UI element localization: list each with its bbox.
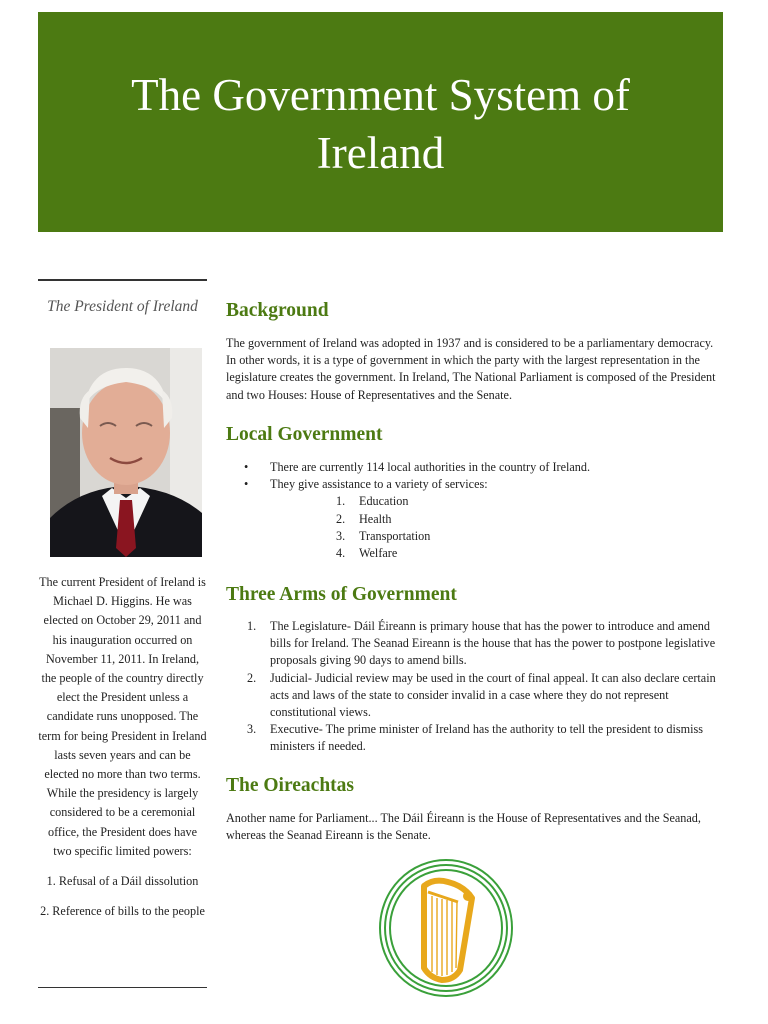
sidebar-top-rule <box>38 279 207 281</box>
three-arms-list <box>226 618 721 756</box>
president-photo <box>50 348 202 557</box>
sidebar-bottom-rule <box>38 987 207 988</box>
power-item-1: 1. Refusal of a Dáil dissolution <box>46 874 199 889</box>
list-item: 3. Executive- The prime minister of Ireland has the authority to tell the president to dismiss ministers if needed. <box>247 722 704 754</box>
list-item: 1. Education <box>336 494 409 509</box>
list-item: 2. Judicial- Judicial review may be used in the court of final appeal. It can also declare certain acts and laws of the state to consider invalid in a case where they do not represent constitutional views. <box>247 670 716 720</box>
list-item: 3. Transportation <box>336 528 431 543</box>
background-heading: Background <box>226 300 329 321</box>
power-item-2: 2. Reference of bills to the people <box>40 904 205 919</box>
local-government-heading: Local Government <box>226 424 383 445</box>
list-item: 1. The Legislature- Dáil Éireann is primary house that has the power to introduce and amend bills for Ireland. The Seanad Eireann is the house that has the power to postpone legislative proposals giving 90 days to amend bills. <box>247 619 716 668</box>
page-title: The Government System of Ireland <box>131 70 630 178</box>
president-description: The current President of Ireland is Michael D. Higgins. He was elected on October 29, 2011 and his inauguration occurred on November 11, 2011. In Ireland, the people of the country directly elect the President unless a candidate runs unopposed. The term for being President in Ireland lasts seven years and can be elected no more than two terms. While the presidency is largely considered to be a ceremonial office, the President does have two specific limited powers: <box>38 575 207 858</box>
oireachtas-text: Another name for Parliament... The Dáil Éireann is the House of Representatives and the Seanad, whereas the Seanad Eireann is the Senate. <box>226 811 701 843</box>
list-item: • They give assistance to a variety of services: 1. Education 2. Health 3. Transportation 4. Welfare <box>226 476 721 562</box>
three-arms-heading: Three Arms of Government <box>226 584 457 605</box>
oireachtas-heading: The Oireachtas <box>226 775 355 796</box>
services-list <box>270 493 721 562</box>
title-banner <box>38 12 723 232</box>
list-item: 4. Welfare <box>336 546 398 561</box>
local-government-list <box>226 459 721 562</box>
harp-seal-icon <box>376 858 516 998</box>
list-item: • There are currently 114 local authorities in the country of Ireland. <box>244 460 591 474</box>
background-text: The government of Ireland was adopted in 1937 and is considered to be a parliamentary democracy. In other words, it is a type of government in which the party with the largest representation in the legislature creates the government. In Ireland, The National Parliament is composed of the President and two Houses: House of Representatives and the Senate. <box>226 336 716 402</box>
sidebar-title: The President of Ireland <box>47 298 198 315</box>
sidebar-text <box>38 573 207 932</box>
list-item: 2. Health <box>336 511 392 526</box>
